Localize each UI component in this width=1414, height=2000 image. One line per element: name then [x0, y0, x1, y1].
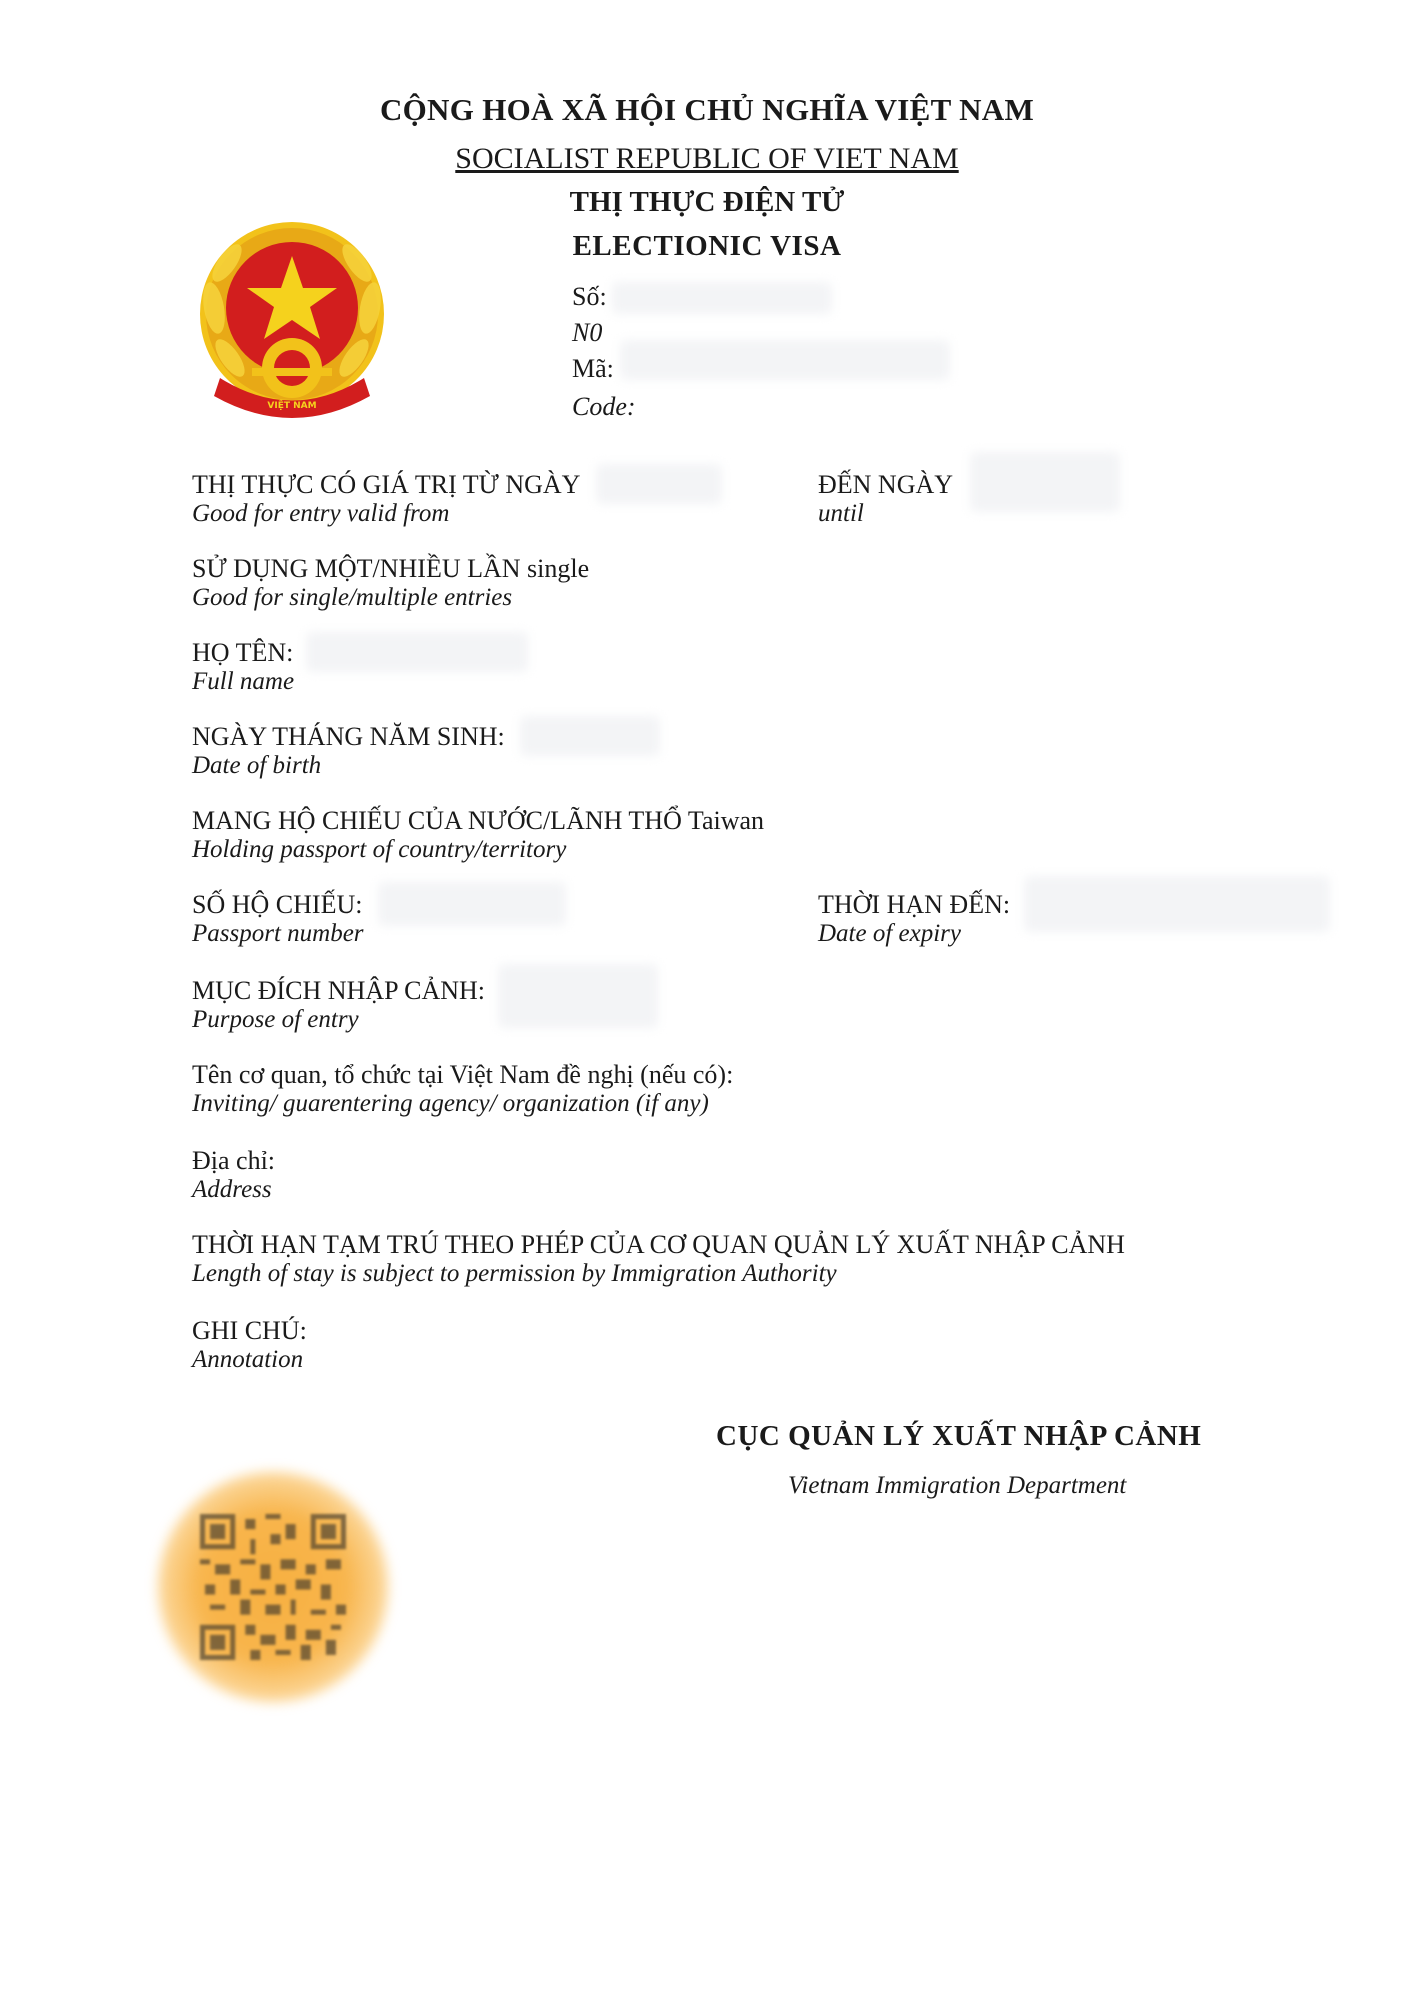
expiry-label-en: Date of expiry	[818, 920, 962, 947]
until-label-vn: ĐẾN NGÀY	[818, 470, 954, 499]
full-name-label-vn: HỌ TÊN:	[192, 638, 294, 667]
code-value-redacted	[620, 340, 950, 380]
address-label-en: Address	[192, 1176, 272, 1203]
country-name-vn: CỘNG HOÀ XÃ HỘI CHỦ NGHĨA VIỆT NAM	[379, 92, 1035, 127]
document-title-vn: THỊ THỰC ĐIỆN TỬ	[569, 186, 845, 218]
stay-label-vn: THỜI HẠN TẠM TRÚ THEO PHÉP CỦA CƠ QUAN QUẢN LÝ XUẤT NHẬP CẢNH	[192, 1230, 1125, 1259]
svg-text:VIỆT NAM: VIỆT NAM	[267, 401, 317, 411]
code-label-en: Code:	[572, 392, 636, 421]
address-label-vn: Địa chỉ:	[192, 1146, 276, 1175]
annotation-label-vn: GHI CHÚ:	[192, 1316, 307, 1345]
passport-country-label-en: Holding passport of country/territory	[192, 836, 567, 863]
valid-from-label-en: Good for entry valid from	[192, 500, 450, 527]
purpose-value-redacted	[498, 964, 658, 1028]
department-name-en: Vietnam Immigration Department	[788, 1472, 1127, 1499]
dob-value-redacted	[520, 716, 660, 756]
expiry-value-redacted	[1024, 876, 1330, 932]
passport-number-value-redacted	[378, 882, 566, 926]
dob-label-en: Date of birth	[192, 752, 322, 779]
passport-number-label-vn: SỐ HỘ CHIẾU:	[192, 890, 363, 919]
dob-label-vn: NGÀY THÁNG NĂM SINH:	[192, 722, 505, 751]
passport-country-label-vn: MANG HỘ CHIẾU CỦA NƯỚC/LÃNH THỔ Taiwan	[192, 806, 765, 835]
until-value-redacted	[970, 452, 1120, 512]
number-label-vn: Số:	[572, 282, 607, 311]
code-label-vn: Mã:	[572, 354, 614, 383]
full-name-label-en: Full name	[192, 668, 295, 695]
country-name-en: SOCIALIST REPUBLIC OF VIET NAM	[455, 142, 959, 175]
annotation-label-en: Annotation	[192, 1346, 304, 1373]
agency-label-en: Inviting/ guarentering agency/ organization (if any)	[192, 1090, 709, 1117]
number-value-redacted	[612, 282, 832, 314]
department-name-vn: CỤC QUẢN LÝ XUẤT NHẬP CẢNH	[716, 1420, 1202, 1452]
entries-label-en: Good for single/multiple entries	[192, 584, 513, 611]
purpose-label-en: Purpose of entry	[192, 1006, 359, 1033]
full-name-value-redacted	[306, 632, 528, 672]
document-title-en: ELECTIONIC VISA	[572, 230, 842, 262]
entries-label-vn: SỬ DỤNG MỘT/NHIỀU LẦN single	[192, 554, 590, 583]
until-label-en: until	[818, 500, 864, 527]
purpose-label-vn: MỤC ĐÍCH NHẬP CẢNH:	[192, 976, 486, 1005]
valid-from-label-vn: THỊ THỰC CÓ GIÁ TRỊ TỪ NGÀY	[192, 470, 581, 499]
stay-label-en: Length of stay is subject to permission by Immigration Authority	[192, 1260, 837, 1287]
qr-code-icon	[200, 1514, 346, 1660]
number-label-en: N0	[572, 318, 603, 347]
passport-number-label-en: Passport number	[192, 920, 364, 947]
national-emblem-icon	[192, 218, 392, 418]
qr-seal	[158, 1472, 388, 1702]
valid-from-value-redacted	[596, 464, 722, 504]
expiry-label-vn: THỜI HẠN ĐẾN:	[818, 890, 1011, 919]
agency-label-vn: Tên cơ quan, tổ chức tại Việt Nam đề nghị (nếu có):	[192, 1060, 734, 1089]
